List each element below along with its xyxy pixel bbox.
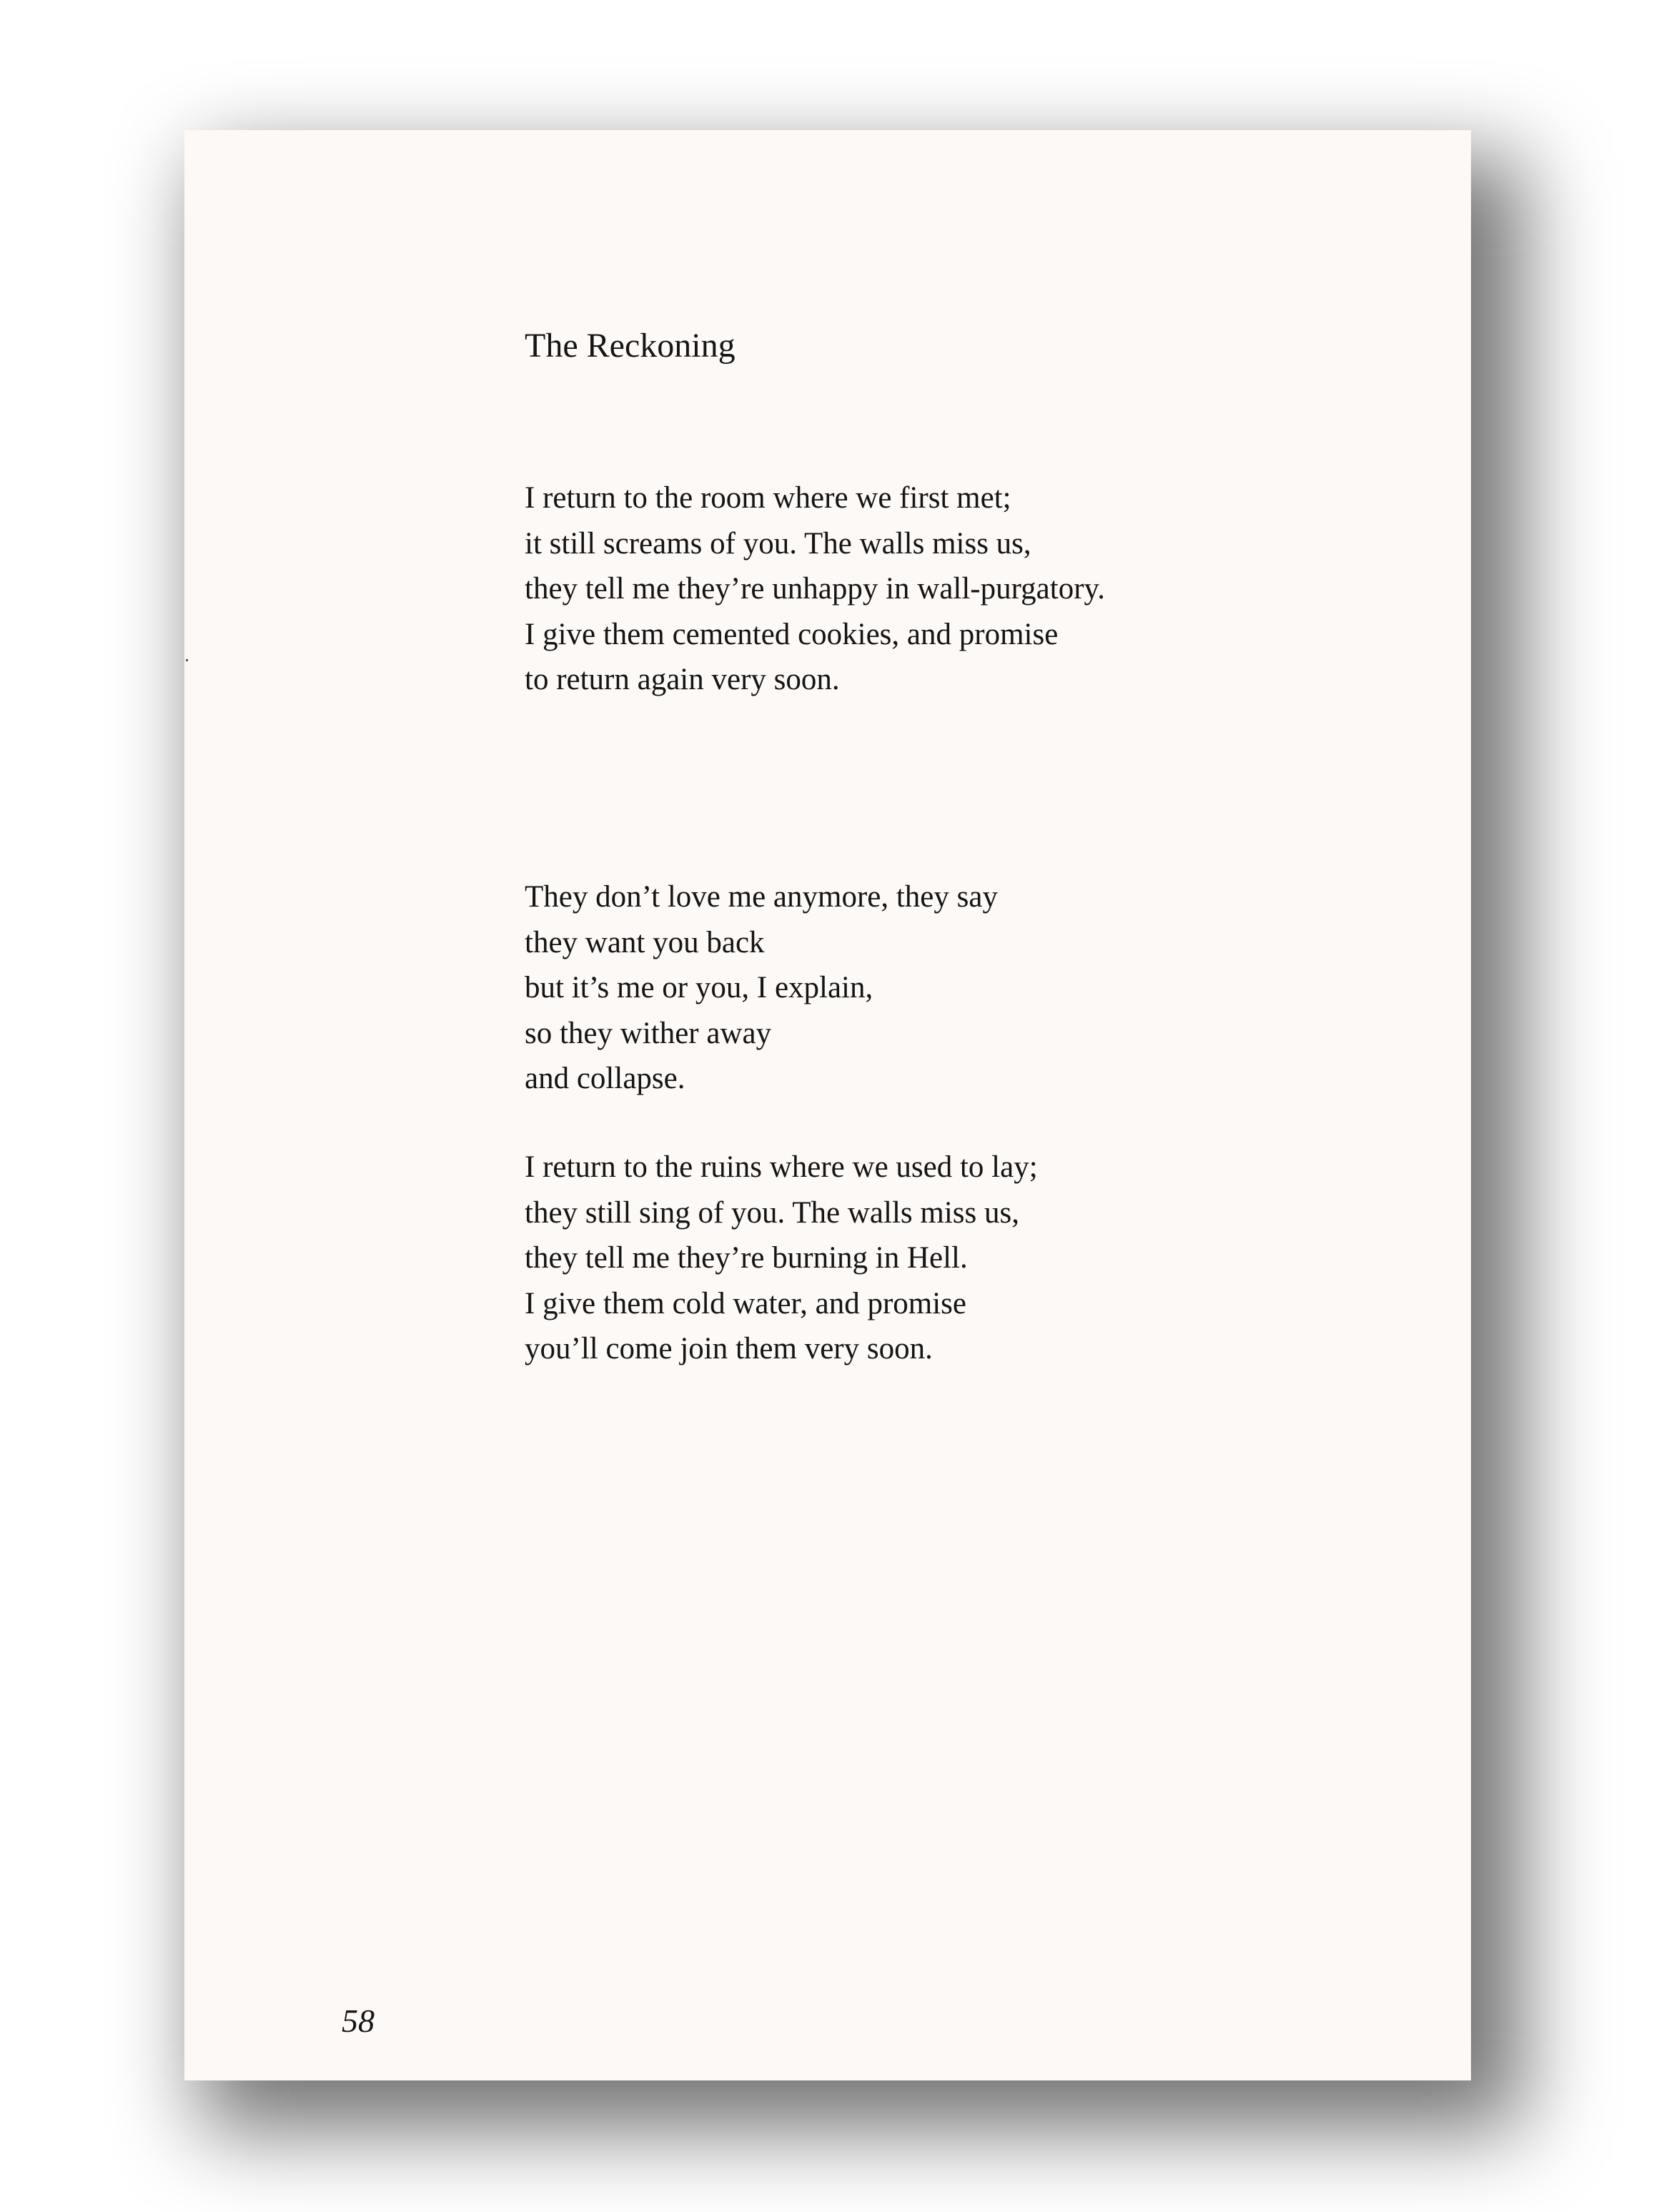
page-number: 58 (342, 2003, 375, 2039)
poem-line: I give them cold water, and promise (525, 1286, 966, 1320)
poem-line: it still screams of you. The walls miss us, (525, 526, 1031, 561)
stanza-2 (525, 874, 998, 1102)
poem-line: I return to the ruins where we used to lay; (525, 1150, 1038, 1184)
poem-line: so they wither away (525, 1016, 772, 1050)
poem-line: but it’s me or you, I explain, (525, 971, 873, 1004)
stanza-1 (525, 475, 1105, 703)
poem-title: The Reckoning (525, 327, 736, 365)
poem-line: I return to the room where we first met; (525, 481, 1011, 515)
poem-line: and collapse. (525, 1062, 685, 1095)
poem-line: they tell me they’re unhappy in wall-purgatory. (525, 572, 1105, 606)
poem-line: They don’t love me anymore, they say (525, 880, 998, 914)
poem-line: they want you back (525, 925, 765, 959)
poem-line: you’ll come join them very soon. (525, 1332, 933, 1366)
poem-line: I give them cemented cookies, and promise (525, 617, 1059, 651)
stanza-3 (525, 1145, 1038, 1372)
poem-line: they still sing of you. The walls miss us, (525, 1195, 1019, 1230)
paper-speck (186, 659, 188, 661)
book-page (184, 130, 1471, 2080)
poem-line: to return again very soon. (525, 663, 840, 696)
poem-line: they tell me they’re burning in Hell. (525, 1241, 968, 1275)
